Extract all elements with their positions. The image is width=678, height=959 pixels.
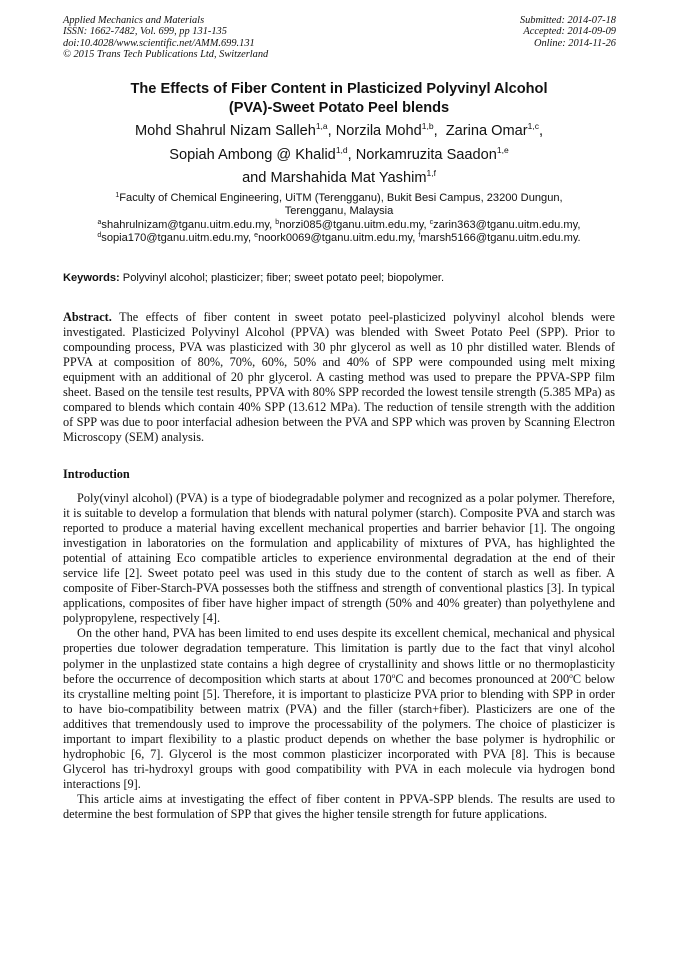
separator: , — [327, 123, 336, 139]
email-sup: d — [97, 232, 102, 240]
email-sup: f — [418, 232, 421, 240]
degree-symbol: o — [569, 670, 573, 680]
copyright-line: © 2015 Trans Tech Publications Ltd, Switzerland — [63, 49, 269, 61]
author-name: Norkamruzita Saadon — [355, 146, 497, 163]
abstract — [63, 310, 615, 445]
author-name: Marshahida Mat Yashim — [270, 170, 427, 186]
intro-paragraph-1: Poly(vinyl alcohol) (PVA) is a type of biodegradable polymer and recognized as a polar polymer. Therefore, it is suitable to develop a formulation that blends with natural polymer (starch). Composite PVA and starch was reported to produce a material having excellent mechanical properties and barrier behavior [1]. The ongoing investigation in laboratories on the formulation and applicability of mixtures of PVA, has highlighted the potential of attaining Eco compatible articles to experience environmental degradation at the end of their service life [2]. Sweet potato peel was used in this study due to the content of starch as well as fiber. A composite of Fiber-Starch-PVA possesses both the stiffness and strength of conventional plastics [3]. In typical applications, composites of fiber have higher impact of strength (50% and 40% greater) than polyethylene and polypropylene, respectively [4]. — [63, 491, 615, 626]
affiliation-sup: 1 — [115, 192, 120, 199]
authors-line-1 — [63, 120, 615, 144]
journal-name: Applied Mechanics and Materials — [63, 15, 205, 26]
title-line-2: (PVA)-Sweet Potato Peel blends — [228, 99, 450, 116]
authors-line-2 — [63, 144, 615, 168]
author-sup: 1,a — [315, 121, 328, 131]
email-link[interactable]: marsh5166@tganu.uitm.edu.my — [420, 232, 578, 245]
author-sup: 1,e — [496, 144, 509, 155]
affiliation-text: Faculty of Chemical Engineering, UiTM (Terengganu), Bukit Besi Campus, 23200 Dungun, — [119, 192, 563, 204]
author-sup: 1,c — [527, 121, 539, 131]
separator: , — [347, 146, 356, 163]
paragraph-text: C and becomes pronounced at 200 — [395, 671, 570, 686]
paper-title — [63, 80, 615, 117]
separator: , — [539, 123, 544, 139]
keywords-label: Keywords: — [63, 272, 120, 284]
email-sup: e — [254, 232, 259, 240]
keywords — [63, 272, 444, 285]
journal-header — [63, 15, 268, 61]
email-link[interactable]: zarin363@tganu.uitm.edu.my — [433, 218, 578, 231]
title-line-1: The Effects of Fiber Content in Plasticized Polyvinyl Alcohol — [130, 81, 548, 97]
introduction-section — [63, 491, 615, 822]
email-sup: a — [97, 218, 102, 226]
abstract-label: Abstract. — [63, 310, 112, 324]
doi-line: doi:10.4028/www.scientific.net/AMM.699.131 — [63, 37, 255, 49]
section-heading-introduction: Introduction — [63, 467, 130, 481]
email-link[interactable]: sopia170@tganu.uitm.edu.my — [101, 232, 248, 245]
author-sup: 1,f — [426, 168, 436, 178]
affiliation-line-1 — [60, 192, 618, 205]
emails-line-1: $^a$shahrulnizam@tganu.uitm.edu.my, $^b$norzi085@tganu.uitm.edu.my, $^c$zarin363@tganu.uitm.edu.my, — [97, 218, 581, 231]
affiliation-line-2: Terengganu, Malaysia — [284, 205, 394, 218]
separator: and — [242, 170, 271, 186]
paragraph-text: On the other hand, PVA has been limited to end uses despite its excellent chemical, mechanical and physical properties due tolower degradation temperature. This limitation is partly due to the fact that vinyl alcohol polymer in the unplastized state contains a high degree of crystallinity and shows little or no thermoplasticity before the occurrence of decomposition which starts at about 170 — [63, 626, 615, 686]
email-link[interactable]: norzi085@tganu.uitm.edu.my — [279, 218, 424, 231]
issn-line: ISSN: 1662-7482, Vol. 699, pp 131-135 — [63, 26, 227, 38]
submitted-date: Submitted: 2014-07-18 — [519, 15, 616, 26]
authors-line-3 — [63, 167, 615, 191]
email-link[interactable]: shahrulnizam@tganu.uitm.edu.my — [101, 218, 270, 231]
author-list — [63, 120, 615, 191]
degree-symbol: o — [391, 670, 396, 680]
author-name: Mohd Shahrul Nizam Salleh — [134, 123, 316, 139]
abstract-text: The effects of fiber content in sweet potato peel-plasticized polyvinyl alcohol blends were investigated. Plasticized Polyvinyl Alcohol (PPVA) was blended with Sweet Potato Peel (SPP). Prior to compounding process, PVA was plasticized with 30 phr glycerol as well as 10 phr distilled water. Blends of PPVA at composition of 80%, 70%, 60%, 50% and 40% of SPP were compounded using melt mixing equipment with an additional of 20 phr glycerol. A casting method was used to prepare the PPVA-SPP film sheet. Based on the tensile test results, PPVA with 80% SPP recorded the lowest tensile strength (5.385 MPa) as compared to blends which contain 40% SPP (13.612 MPa). The reduction of tensile strength with the addition of SPP was due to poor interfacial adhesion between the PVA and SPP which was proven by Scanning Electron Microscopy (SEM) analysis. — [63, 310, 615, 445]
author-sup: 1,b — [421, 121, 434, 131]
author-name: Zarina Omar — [445, 123, 528, 139]
separator: , — [433, 123, 442, 139]
intro-paragraph-3: This article aims at investigating the effect of fiber content in PPVA-SPP blends. The results are used to determine the best formulation of SPP that gives the higher tensile strength for future applications. — [63, 791, 615, 821]
author-sup: 1,d — [335, 144, 348, 155]
intro-paragraph-2 — [63, 626, 615, 792]
email-sup: b — [275, 218, 280, 226]
dates-header — [520, 15, 616, 49]
online-date: Online: 2014-11-26 — [533, 37, 616, 49]
accepted-date: Accepted: 2014-09-09 — [523, 26, 616, 38]
emails-line-2: $^d$sopia170@tganu.uitm.edu.my, $^e$noork0069@tganu.uitm.edu.my, $^f$marsh5166@tganu.uitm.edu.my. — [97, 232, 581, 245]
paragraph-text: C below its crystalline melting point [5]. Therefore, it is important to plasticize PVA prior to blending with SPP in order to have bio-compatibility between matrix (PVA) and the filler (starch+fiber). Plasticizers are one of the additives that tremendously used to improve the processability of the polymers. The choice of plasticizer is important to impart flexibility to a plastic product depends on whether the base polymer is hydrophilic or hydrophobic [6, 7]. Glycerol is the most common plasticizer incorporated with PVA [8]. This is because Glycerol has tri-hydroxyl groups with good compatibility with PVA in each molecule via hydrogen bond interactions [9]. — [63, 671, 615, 791]
author-name: Norzila Mohd — [335, 123, 422, 139]
email-sup: c — [429, 218, 434, 226]
affiliation-block — [60, 192, 618, 246]
author-name: Sopiah Ambong @ Khalid — [169, 146, 336, 163]
keywords-text: Polyvinyl alcohol; plasticizer; fiber; sweet potato peel; biopolymer. — [119, 272, 445, 284]
email-link[interactable]: noork0069@tganu.uitm.edu.my — [258, 232, 413, 245]
